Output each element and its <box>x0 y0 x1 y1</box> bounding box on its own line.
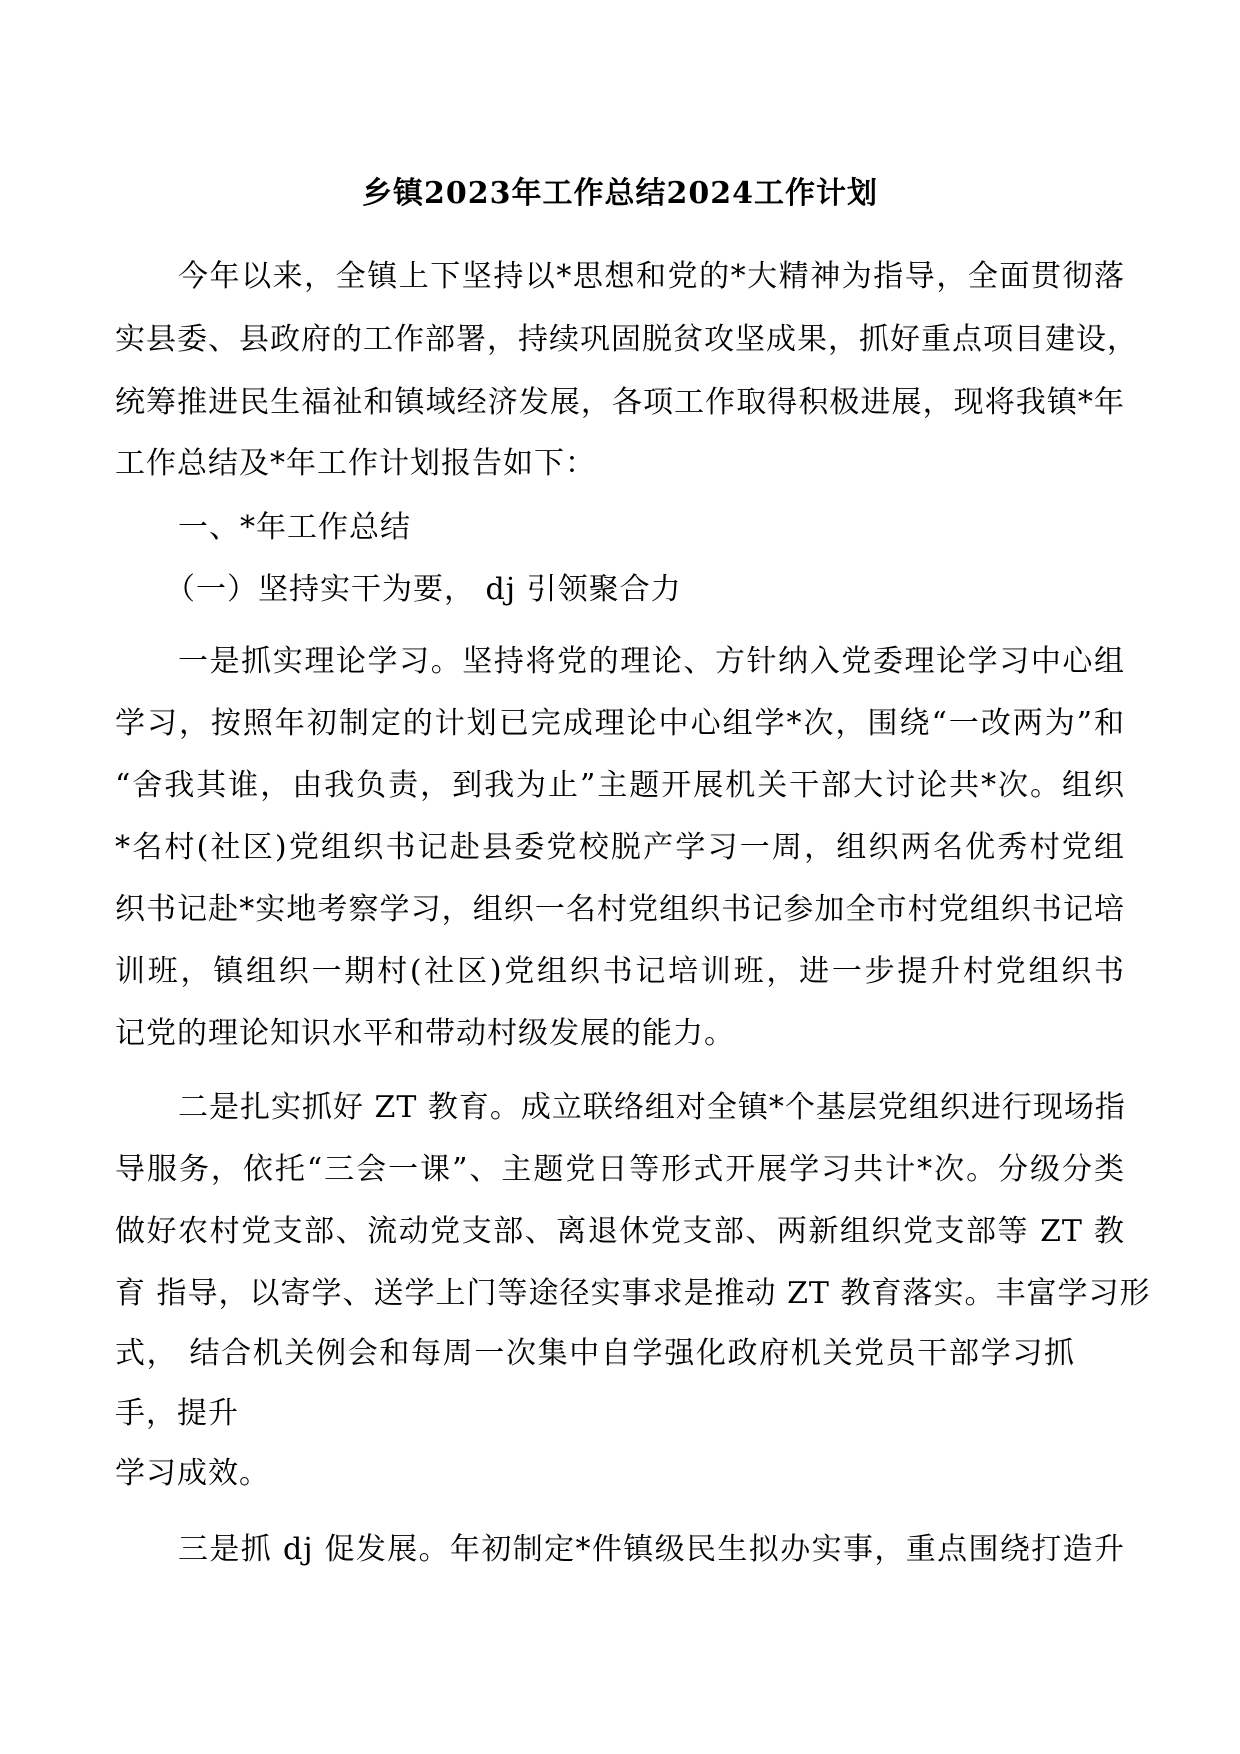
section-heading: 一、*年工作总结 <box>178 510 411 545</box>
paragraph-line: 三是抓 dj 促发展。年初制定*件镇级民生拟办实事，重点围绕打造升 <box>178 1532 1125 1567</box>
paragraph-line: 式， 结合机关例会和每周一次集中自学强化政府机关党员干部学习抓 <box>115 1336 1075 1371</box>
subsection-heading: （一）坚持实干为要， dj 引领聚合力 <box>165 572 682 607</box>
paragraph-line: *名村(社区)党组织书记赴县委党校脱产学习一周，组织两名优秀村党组 <box>115 830 1125 865</box>
paragraph-line: “舍我其谁，由我负责，到我为止”主题开展机关干部大讨论共*次。组织 <box>115 768 1125 803</box>
paragraph-line: 训班，镇组织一期村(社区)党组织书记培训班，进一步提升村党组织书 <box>115 954 1125 989</box>
paragraph-line: 工作总结及*年工作计划报告如下： <box>115 446 596 481</box>
paragraph-line: 一是抓实理论学习。坚持将党的理论、方针纳入党委理论学习中心组 <box>178 644 1125 679</box>
paragraph-line: 学习，按照年初制定的计划已完成理论中心组学*次，围绕“一改两为”和 <box>115 706 1125 741</box>
paragraph-line: 育 指导，以寄学、送学上门等途径实事求是推动 ZT 教育落实。丰富学习形 <box>115 1276 1151 1311</box>
document-title: 乡镇2023年工作总结2024工作计划 <box>362 176 878 211</box>
paragraph-line: 记党的理论知识水平和带动村级发展的能力。 <box>115 1016 735 1051</box>
paragraph-line: 导服务，依托“三会一课”、主题党日等形式开展学习共计*次。分级分类 <box>115 1152 1125 1187</box>
paragraph-line: 学习成效。 <box>115 1456 270 1491</box>
paragraph-line: 实县委、县政府的工作部署，持续巩固脱贫攻坚成果，抓好重点项目建设， <box>115 322 1138 357</box>
paragraph-line: 手，提升 <box>115 1396 239 1431</box>
paragraph-line: 二是扎实抓好 ZT 教育。成立联络组对全镇*个基层党组织进行现场指 <box>178 1090 1126 1125</box>
paragraph-line: 织书记赴*实地考察学习，组织一名村党组织书记参加全市村党组织书记培 <box>115 892 1125 927</box>
paragraph-line: 今年以来，全镇上下坚持以*思想和党的*大精神为指导，全面贯彻落 <box>178 259 1125 294</box>
paragraph-line: 做好农村党支部、流动党支部、离退休党支部、两新组织党支部等 ZT 教 <box>115 1214 1125 1249</box>
paragraph-line: 统筹推进民生福祉和镇域经济发展，各项工作取得积极进展，现将我镇*年 <box>115 385 1125 420</box>
